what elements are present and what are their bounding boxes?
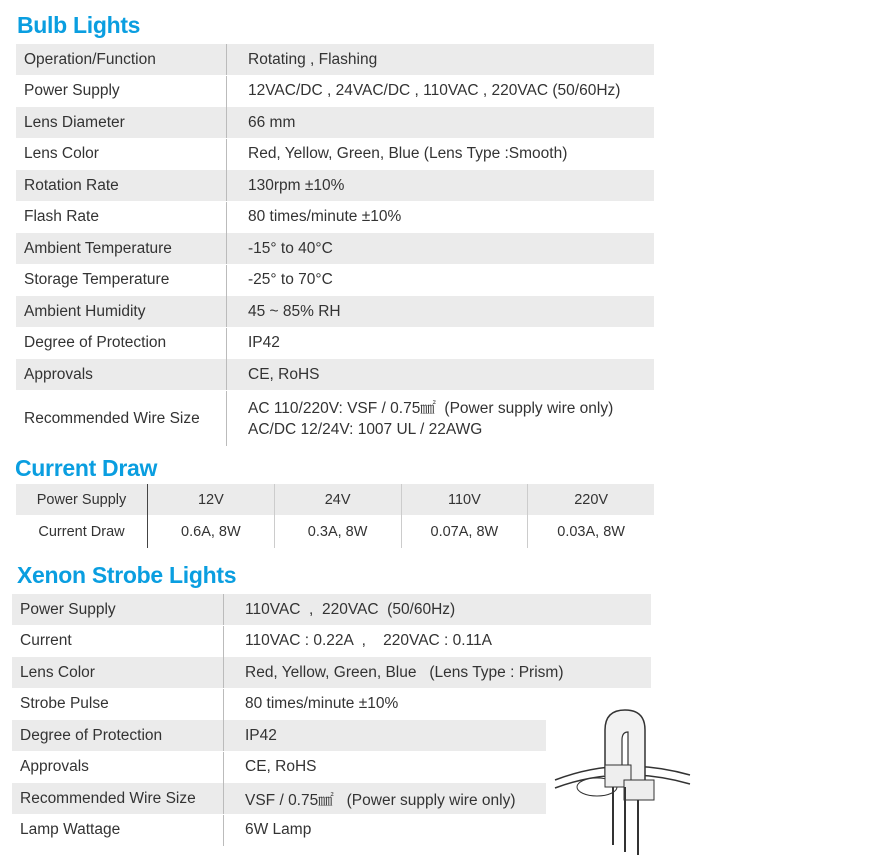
- wire-line-1: AC 110/220V: VSF / 0.75㎟ (Power supply wire only): [248, 399, 614, 417]
- header-cell: 220V: [527, 484, 654, 515]
- spec-row: [16, 265, 654, 296]
- spec-row: [16, 139, 654, 170]
- spec-row: [12, 657, 651, 688]
- spec-value: 45 ~ 85% RH: [248, 302, 341, 320]
- spec-value: 80 times/minute ±10%: [245, 695, 399, 712]
- spec-value: 6W Lamp: [245, 821, 312, 838]
- spec-value: CE, RoHS: [248, 365, 320, 383]
- table-header-row: [16, 484, 654, 515]
- spec-row: [12, 689, 546, 720]
- current-draw-title: Current Draw: [15, 455, 158, 481]
- spec-row: [16, 202, 654, 233]
- spec-row: [16, 296, 654, 327]
- cell: Current Draw: [16, 515, 148, 548]
- spec-value: IP42: [245, 726, 277, 744]
- cell: 0.3A, 8W: [274, 515, 401, 548]
- bulb-lights-title: Bulb Lights: [17, 12, 141, 38]
- spec-row: [12, 752, 546, 783]
- spec-value: [227, 398, 613, 440]
- spec-value: Rotating , Flashing: [248, 50, 378, 68]
- spec-row: [12, 626, 651, 657]
- spec-value: Red, Yellow, Green, Blue (Lens Type : Prism): [245, 663, 564, 681]
- spec-label: Lens Diameter: [16, 107, 227, 138]
- spec-label: Power Supply: [12, 594, 224, 625]
- spec-value: IP42: [248, 334, 280, 351]
- spec-label: Lamp Wattage: [12, 815, 224, 846]
- spec-row: [16, 359, 654, 390]
- spec-row: [16, 44, 654, 75]
- spec-row: [12, 815, 546, 846]
- spec-label: Approvals: [16, 359, 227, 390]
- wire-line-2: AC/DC 12/24V: 1007 UL / 22AWG: [248, 420, 483, 438]
- spec-row-wire-size: [16, 391, 654, 446]
- spec-value: -15° to 40°C: [248, 239, 333, 257]
- spec-label: Degree of Protection: [12, 720, 224, 751]
- spec-row: [12, 720, 546, 751]
- spec-value: CE, RoHS: [245, 758, 317, 775]
- spec-label: Strobe Pulse: [12, 689, 224, 720]
- header-cell: 110V: [401, 484, 528, 515]
- spec-row: [16, 107, 654, 138]
- spec-value: VSF / 0.75㎟ (Power supply wire only): [245, 791, 516, 809]
- spec-value: -25° to 70°C: [248, 271, 333, 288]
- cell: 0.6A, 8W: [181, 523, 241, 540]
- cell: 0.03A, 8W: [527, 515, 654, 548]
- spec-label: Rotation Rate: [16, 170, 227, 201]
- header-cell: 12V: [197, 491, 224, 508]
- spec-value: 80 times/minute ±10%: [248, 208, 402, 225]
- spec-label: Recommended Wire Size: [16, 391, 227, 446]
- spec-label: Ambient Humidity: [16, 296, 227, 327]
- table-row: [16, 515, 654, 548]
- spec-label: Operation/Function: [16, 44, 227, 75]
- spec-value: Red, Yellow, Green, Blue (Lens Type :Smooth): [248, 145, 568, 162]
- xenon-strobe-title: Xenon Strobe Lights: [17, 562, 237, 588]
- spec-label: Ambient Temperature: [16, 233, 227, 264]
- spec-label: Recommended Wire Size: [12, 783, 224, 814]
- spec-label: Lens Color: [12, 657, 224, 688]
- strobe-lamp-illustration: [550, 700, 695, 855]
- current-draw-table: [16, 484, 654, 548]
- spec-row: [16, 328, 654, 359]
- header-cell: Power Supply: [16, 484, 148, 515]
- spec-label: Power Supply: [16, 76, 227, 107]
- spec-value: 110VAC , 220VAC (50/60Hz): [245, 600, 456, 618]
- spec-row: [16, 170, 654, 201]
- spec-value: 110VAC : 0.22A , 220VAC : 0.11A: [245, 632, 493, 649]
- spec-label: Approvals: [12, 752, 224, 783]
- spec-value: 130rpm ±10%: [248, 176, 345, 194]
- spec-row: [16, 233, 654, 264]
- spec-row: [12, 594, 651, 625]
- spec-label: Current: [12, 626, 224, 657]
- spec-row: [16, 76, 654, 107]
- cell: 0.07A, 8W: [401, 515, 528, 548]
- header-cell: 24V: [274, 484, 401, 515]
- spec-label: Degree of Protection: [16, 328, 227, 359]
- spec-label: Storage Temperature: [16, 265, 227, 296]
- spec-label: Flash Rate: [16, 202, 227, 233]
- spec-row: [12, 783, 546, 814]
- spec-value: 12VAC/DC , 24VAC/DC , 110VAC , 220VAC (50/60Hz): [248, 82, 621, 99]
- spec-label: Lens Color: [16, 139, 227, 170]
- spec-value: 66 mm: [248, 113, 296, 131]
